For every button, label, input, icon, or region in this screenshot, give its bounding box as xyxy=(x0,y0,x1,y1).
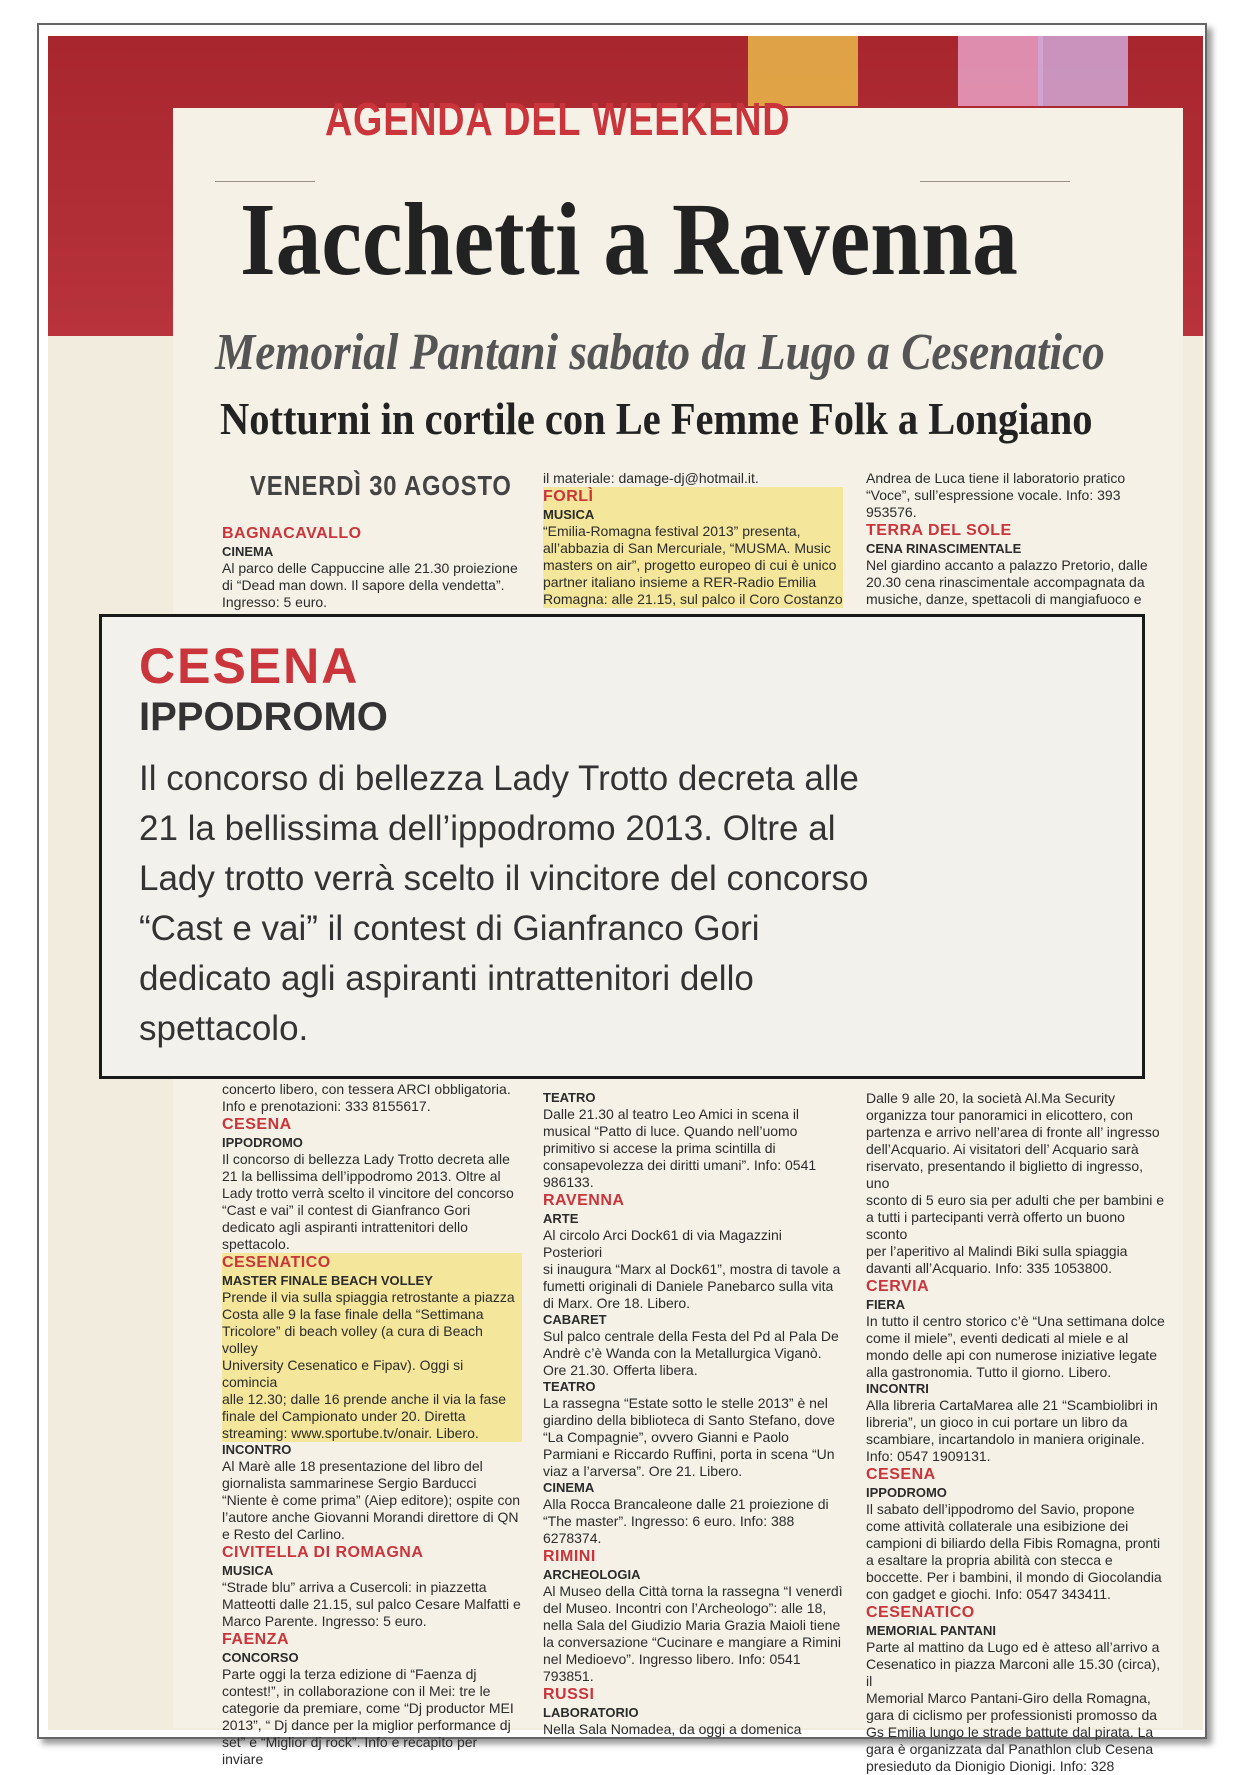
body-line: Parte oggi la terza edizione di “Faenza dj xyxy=(222,1666,477,1682)
city-heading: FORLÌ xyxy=(543,487,843,507)
body-line: Gs Emilia lungo le strade battute dal pirata. La xyxy=(866,1724,1154,1740)
section-heading: TEATRO xyxy=(543,1090,596,1105)
body-line: streaming: www.sportube.tv/onair. Libero. xyxy=(222,1425,522,1442)
body-line: per l’aperitivo al Malindi Biki sulla spiaggia xyxy=(866,1243,1128,1259)
body-line: a esaltare la propria abilità con stecca e xyxy=(866,1552,1113,1568)
body-line: Andrè c’è Wanda con la Metallurgica Viganò. xyxy=(543,1345,822,1361)
city-heading: CESENATICO xyxy=(866,1604,975,1621)
body-line: all’abbazia di San Mercuriale, “MUSMA. Music xyxy=(543,540,843,557)
column-middle-bottom xyxy=(543,1090,843,1738)
body-line: 20.30 cena rinascimentale accompagnata da xyxy=(866,574,1145,590)
city-heading: CIVITELLA DI ROMAGNA xyxy=(222,1544,424,1561)
zoom-body-line: Il concorso di bellezza Lady Trotto decreta alle xyxy=(139,759,859,798)
section-heading: CINEMA xyxy=(222,544,274,559)
body-line: University Cesenatico e Fipav). Oggi si comincia xyxy=(222,1357,522,1391)
body-line: “Strade blu” arriva a Cusercoli: in piazzetta xyxy=(222,1579,487,1595)
body-line: 2013”, “ Dj dance per la miglior performance dj xyxy=(222,1717,511,1733)
body-line: giornalista sammarinese Sergio Barducci xyxy=(222,1475,477,1491)
body-line: la conversazione “Cucinare e mangiare a Rimini xyxy=(543,1634,842,1650)
body-line: Alla Rocca Brancaleone dalle 21 proiezione di xyxy=(543,1496,829,1512)
body-line: Cesenatico in piazza Marconi alle 15.30 (circa), il xyxy=(866,1656,1161,1689)
body-line: davanti all’Acquario. Info: 335 1053800. xyxy=(866,1260,1112,1276)
body-line: come attività collaterale una esibizione dei xyxy=(866,1518,1129,1534)
body-line: Prende il via sulla spiaggia retrostante a piazza xyxy=(222,1289,522,1306)
body-line: set” e “Miglior dj rock”. Info e recapito per inviare xyxy=(222,1734,478,1767)
body-line: l’autore anche Giovanni Morandi direttore di QN xyxy=(222,1509,519,1525)
body-line: Info e prenotazioni: 333 8155617. xyxy=(222,1098,431,1114)
section-heading: MEMORIAL PANTANI xyxy=(866,1623,996,1638)
body-line: Andrea de Luca tiene il laboratorio pratico xyxy=(866,470,1126,486)
body-line: riservato, presentando il biglietto di ingresso, uno xyxy=(866,1158,1144,1191)
body-line: Costa alle 9 la fase finale della “Settimana xyxy=(222,1306,522,1323)
section-heading: CONCORSO xyxy=(222,1650,299,1665)
body-line: dell’Acquario. Ai visitatori dell’ Acquario sarà xyxy=(866,1141,1139,1157)
section-heading: CABARET xyxy=(543,1312,607,1327)
body-line: di “Dead man down. Il sapore della vendetta”. xyxy=(222,577,505,593)
body-line: Sul palco centrale della Festa del Pd al Pala De xyxy=(543,1328,839,1344)
body-line: Dalle 21.30 al teatro Leo Amici in scena il xyxy=(543,1106,800,1122)
section-heading: LABORATORIO xyxy=(543,1705,639,1720)
city-heading: CESENA xyxy=(866,1466,936,1483)
body-line: gara di ciclismo per professionisti promosso da xyxy=(866,1707,1158,1723)
section-heading: TEATRO xyxy=(543,1379,596,1394)
body-line: alle 12.30; dalle 16 prende anche il via la fase xyxy=(222,1391,522,1408)
section-heading: IPPODROMO xyxy=(866,1485,947,1500)
section-heading: MUSICA xyxy=(543,507,843,523)
city-heading: CESENATICO xyxy=(222,1253,522,1273)
body-line: viaz a l’arversa”. Ore 21. Libero. xyxy=(543,1463,743,1479)
body-line: “Cast e vai” il contest di Gianfranco Gori xyxy=(222,1202,471,1218)
body-line: primitivo si accese la prima scintilla di xyxy=(543,1140,776,1156)
body-line: Matteotti dalle 21.15, sul palco Cesare Malfatti e xyxy=(222,1596,521,1612)
body-line: Al circolo Arci Dock61 di via Magazzini Posteriori xyxy=(543,1227,782,1260)
body-line: In tutto il centro storico c’è “Una settimana dolce xyxy=(866,1313,1165,1329)
city-heading: RAVENNA xyxy=(543,1192,625,1209)
body-line: Nel giardino accanto a palazzo Pretorio, dalle xyxy=(866,557,1148,573)
body-line: masters on air”, progetto europeo di cui è unico xyxy=(543,557,843,574)
body-line: libreria”, un gioco in cui portare un libro da xyxy=(866,1414,1128,1430)
body-line: 986133. xyxy=(543,1174,594,1190)
body-line: Marco Parente. Ingresso: 5 euro. xyxy=(222,1613,427,1629)
body-line: con gadget e giochi. Info: 0547 343411. xyxy=(866,1586,1111,1602)
body-line: dedicato agli aspiranti intrattenitori dello xyxy=(222,1219,468,1235)
body-line: Nella Sala Nomadea, da oggi a domenica xyxy=(543,1721,802,1737)
body-line: Dalle 9 alle 20, la società Al.Ma Security xyxy=(866,1090,1116,1106)
zoom-body-line: dedicato agli aspiranti intrattenitori dello xyxy=(139,959,754,998)
body-line: musical “Patto di luce. Quando nell’uomo xyxy=(543,1123,798,1139)
column-left-bottom xyxy=(222,1081,522,1768)
body-line: boccette. Per i bambini, il mondo di Giocolandia xyxy=(866,1569,1162,1585)
body-line: Alla libreria CartaMarea alle 21 “Scambiolibri in xyxy=(866,1397,1158,1413)
body-line: 793851. xyxy=(543,1668,594,1684)
column-middle-top xyxy=(543,470,843,608)
zoom-body-line: “Cast e vai” il contest di Gianfranco Gori xyxy=(139,909,760,948)
body-line: giardino della biblioteca di Santo Stefano, dove xyxy=(543,1412,835,1428)
pink-tab xyxy=(958,36,1043,106)
city-heading: CERVIA xyxy=(866,1278,930,1295)
body-line: Il concorso di bellezza Lady Trotto decreta alle xyxy=(222,1151,510,1167)
zoom-city-heading: CESENA xyxy=(139,638,360,694)
body-line: Parte al mattino da Lugo ed è atteso all’arrivo a xyxy=(866,1639,1160,1655)
body-line: del Museo. Incontri con l’Archeologo”: alle 18, xyxy=(543,1600,827,1616)
section-heading: INCONTRO xyxy=(222,1442,292,1457)
zoom-section-heading: IPPODROMO xyxy=(139,695,388,739)
body-line: categorie da premiare, come “Dj productor MEI xyxy=(222,1700,514,1716)
body-line: “Niente è come prima” (Aiep editore); ospite con xyxy=(222,1492,521,1508)
column-left-top xyxy=(222,524,522,611)
section-heading: ARCHEOLOGIA xyxy=(543,1567,641,1582)
body-line: a tutti i partecipanti verrà offerto un buono sconto xyxy=(866,1209,1125,1242)
body-line: “La Compagnie”, ovvero Gianni e Paolo xyxy=(543,1429,789,1445)
body-line: campioni di biliardo della Fibis Romagna, pronti xyxy=(866,1535,1161,1551)
zoom-callout xyxy=(99,614,1145,1079)
zoom-body-line: spettacolo. xyxy=(139,1009,309,1048)
subheadline-2: Notturni in cortile con Le Femme Folk a Longiano xyxy=(220,393,1093,444)
section-heading: IPPODROMO xyxy=(222,1135,303,1150)
body-line: Al Marè alle 18 presentazione del libro del xyxy=(222,1458,483,1474)
body-line: Al parco delle Cappuccine alle 21.30 proiezione xyxy=(222,560,518,576)
body-line: nel Medioevo”. Ingresso libero. Info: 0541 xyxy=(543,1651,801,1667)
body-line: contest!”, in collaborazione con il Mei: tre le xyxy=(222,1683,491,1699)
body-line: Memorial Marco Pantani-Giro della Romagna, xyxy=(866,1690,1151,1706)
city-heading: RUSSI xyxy=(543,1686,595,1703)
body-line: 953576. xyxy=(866,504,917,520)
section-heading: CINEMA xyxy=(543,1480,595,1495)
zoom-body-line: Lady trotto verrà scelto il vincitore del concorso xyxy=(139,859,869,898)
body-line: gara è organizzata dal Panathlon club Cesena xyxy=(866,1741,1154,1757)
body-line: finale del Campionato under 20. Diretta xyxy=(222,1408,522,1425)
zoom-body-line: 21 la bellissima dell’ippodromo 2013. Oltre al xyxy=(139,809,836,848)
body-line: Al Museo della Città torna la rassegna “I venerdì xyxy=(543,1583,843,1599)
body-line: Lady trotto verrà scelto il vincitore del concorso xyxy=(222,1185,514,1201)
body-line: partner italiano insieme a RER-Radio Emilia xyxy=(543,574,843,591)
city-heading: TERRA DEL SOLE xyxy=(866,522,1012,539)
body-line: “The master”. Ingresso: 6 euro. Info: 388 xyxy=(543,1513,795,1529)
body-line: Parmiani e Riccardo Ruffini, porta in scena “Un xyxy=(543,1446,835,1462)
section-heading: MUSICA xyxy=(222,1563,274,1578)
body-line: La rassegna “Estate sotto le stelle 2013” è nel xyxy=(543,1395,828,1411)
body-line: nella Sala del Giudizio Maria Grazia Maioli tiene xyxy=(543,1617,841,1633)
body-line: e Resto del Carlino. xyxy=(222,1526,345,1542)
body-line: Ore 21.30. Offerta libera. xyxy=(543,1362,698,1378)
body-line: Tricolore” di beach volley (a cura di Beach volley xyxy=(222,1323,522,1357)
body-line: scambiare, incartandolo in maniera originale. xyxy=(866,1431,1145,1447)
section-heading: FIERA xyxy=(866,1297,905,1312)
body-line: Info: 0547 1909131. xyxy=(866,1448,991,1464)
city-heading: FAENZA xyxy=(222,1631,289,1648)
body-line: mondo delle api con numerose iniziative legate xyxy=(866,1347,1158,1363)
body-line: sconto di 5 euro sia per adulti che per bambini e xyxy=(866,1192,1165,1208)
section-heading: INCONTRI xyxy=(866,1381,929,1396)
city-heading: RIMINI xyxy=(543,1548,596,1565)
body-line: Il sabato dell’ippodromo del Savio, propone xyxy=(866,1501,1135,1517)
section-kicker: AGENDA DEL WEEKEND xyxy=(325,93,791,145)
subheadline-1: Memorial Pantani sabato da Lugo a Cesenatico xyxy=(215,324,1105,381)
body-line: alla gastronomia. Tutto il giorno. Libero. xyxy=(866,1364,1112,1380)
body-line: Ingresso: 5 euro. xyxy=(222,594,328,610)
section-heading: MASTER FINALE BEACH VOLLEY xyxy=(222,1273,522,1289)
violet-tab xyxy=(1038,36,1128,106)
city-heading: BAGNACAVALLO xyxy=(222,525,362,542)
body-line: il materiale: damage-dj@hotmail.it. xyxy=(543,470,759,486)
body-line: “Voce”, sull’espressione vocale. Info: 393 xyxy=(866,487,1121,503)
body-line: Romagna: alle 21.15, sul palco il Coro Costanzo xyxy=(543,591,843,607)
section-heading: ARTE xyxy=(543,1211,579,1226)
column-right-bottom xyxy=(866,1090,1166,1775)
body-line: di Marx. Ore 18. Libero. xyxy=(543,1295,691,1311)
body-line: 6278374. xyxy=(543,1530,602,1546)
zoom-body xyxy=(139,754,1129,1054)
body-line: si inaugura “Marx al Dock61”, mostra di tavole a xyxy=(543,1261,841,1277)
headline: Iacchetti a Ravenna xyxy=(240,182,1018,297)
body-line: spettacolo. xyxy=(222,1236,290,1252)
section-heading: CENA RINASCIMENTALE xyxy=(866,541,1022,556)
body-line: consapevolezza dei diritti umani”. Info: 0541 xyxy=(543,1157,817,1173)
body-line: come il miele”, eventi dedicati al miele e al xyxy=(866,1330,1129,1346)
date-heading: VENERDÌ 30 AGOSTO xyxy=(250,470,512,501)
body-line: 21 la bellissima dell’ippodromo 2013. Oltre al xyxy=(222,1168,501,1184)
city-heading: CESENA xyxy=(222,1116,292,1133)
body-line: fumetti originali di Daniele Panebarco sulla vita xyxy=(543,1278,834,1294)
body-line: musiche, danze, spettacoli di mangiafuoco e xyxy=(866,591,1142,607)
body-line: “Emilia-Romagna festival 2013” presenta, xyxy=(543,523,843,540)
column-right-top xyxy=(866,470,1166,608)
body-line: concerto libero, con tessera ARCI obbligatoria. xyxy=(222,1081,511,1097)
body-line: organizza tour panoramici in elicottero, con xyxy=(866,1107,1133,1123)
body-line: presieduto da Dionigio Dionigi. Info: 328 xyxy=(866,1758,1115,1774)
body-line: partenza e arrivo nell’area di fronte all’ ingresso xyxy=(866,1124,1160,1140)
